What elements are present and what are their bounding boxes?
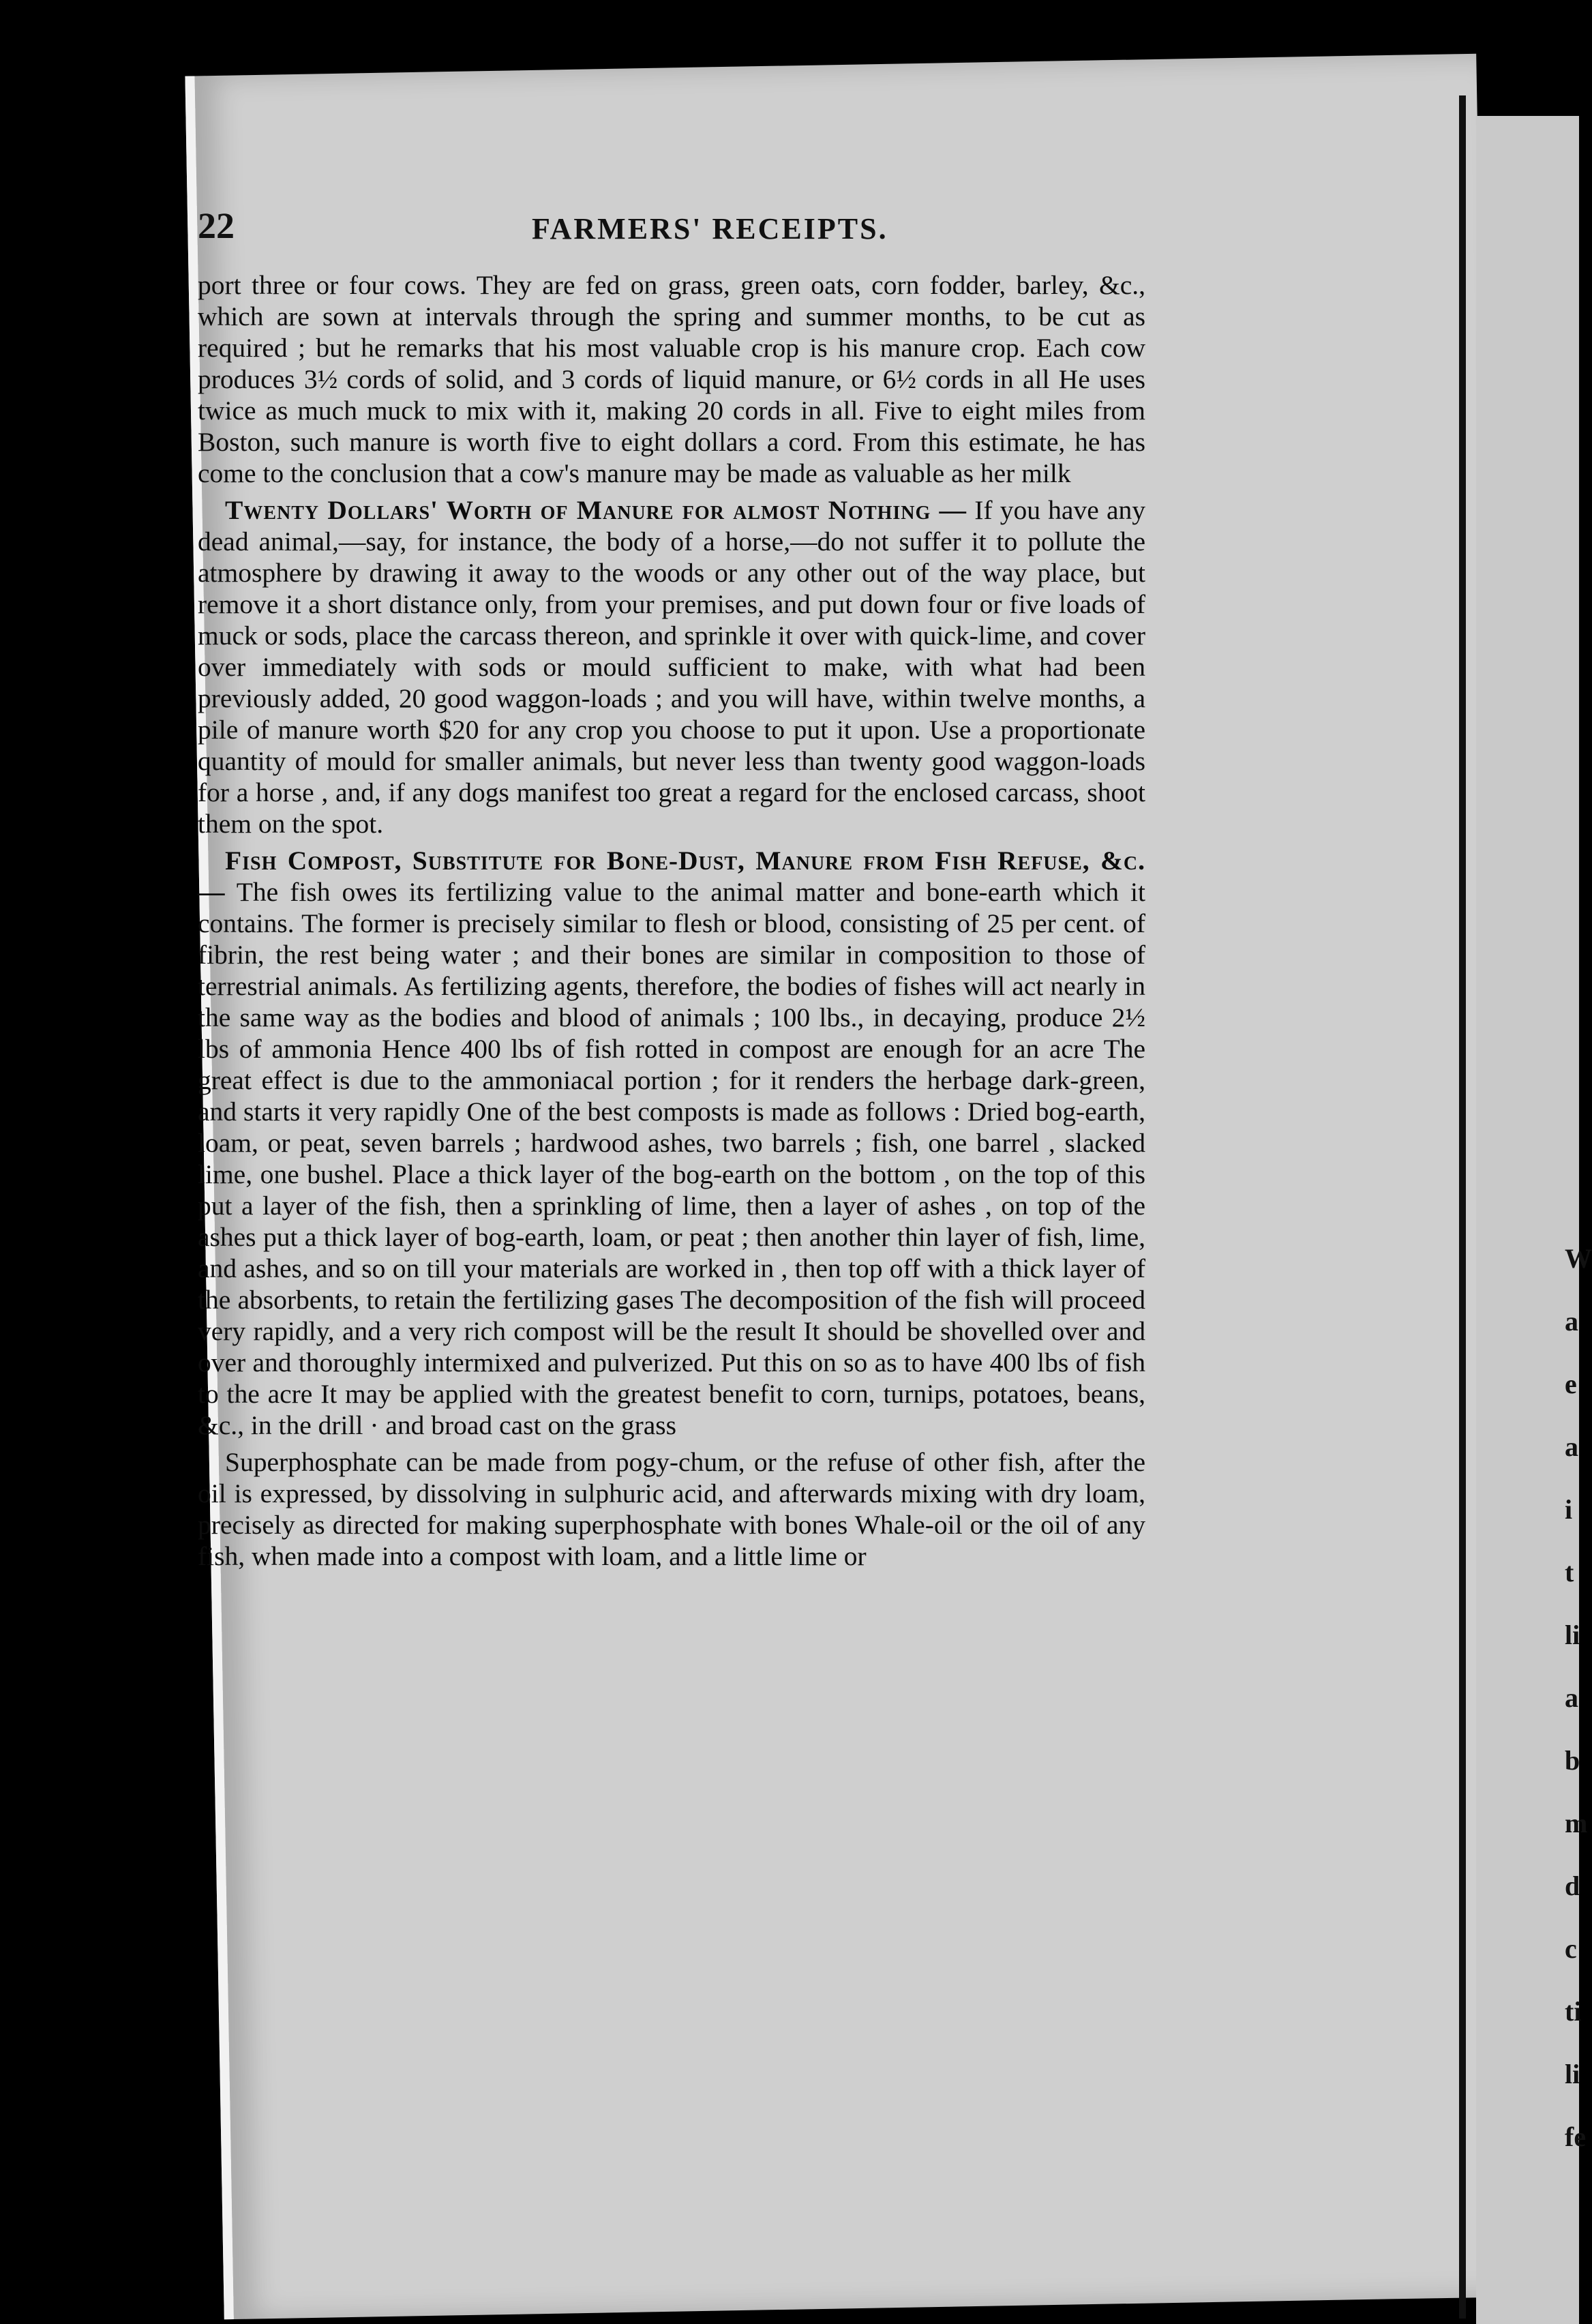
section-heading-fish-compost: Fish Compost, Substitute for Bone-Dust, Manure from Fish Refuse, &c. — xyxy=(198,846,1145,907)
running-title: FARMERS' RECEIPTS. xyxy=(532,212,888,245)
page-gutter xyxy=(1459,95,1466,2319)
body-text xyxy=(198,269,1145,1577)
facing-page-fragment: m xyxy=(1565,1808,1588,1838)
facing-page-fragment: ti xyxy=(1565,1996,1582,2027)
page-number: 22 xyxy=(198,205,235,246)
facing-page-fragment: a xyxy=(1565,1306,1578,1337)
facing-page xyxy=(1476,116,1579,2324)
facing-page-fragment: i xyxy=(1565,1494,1573,1525)
facing-page-fragment: b xyxy=(1565,1745,1580,1776)
facing-page-fragment: a xyxy=(1565,1682,1578,1713)
facing-page-fragment: li xyxy=(1565,1620,1580,1650)
paragraph-2-text: If you have any dead animal,—say, for instance, the body of a horse,—do not suffer it to pollute the atmosphere by drawing it away to the woods or any other out of the way place, but remove it a short distance only, from your premises, and put down four or five loads of muck or sods, place the carcass thereon, and sprinkle it over with quick-lime, and cover over immediately with sods or mould sufficient to make, with what had been previously added, 20 good waggon-loads ; and you will have, within twelve months, a pile of manure worth $20 for any crop you choose to put it upon. Use a proportionate quantity of mould for smaller animals, but never less than twenty good waggon-loads for a horse , and, if any dogs manifest too great a regard for the enclosed carcass, shoot them on the spot. xyxy=(198,495,1145,839)
facing-page-fragment: t xyxy=(1565,1557,1574,1588)
page-header xyxy=(198,205,1139,266)
paragraph-2 xyxy=(198,494,1145,839)
paragraph-4: Superphosphate can be made from pogy-chum, or the refuse of other fish, after the oil is expressed, by dissolving in sulphuric acid, and afterwards mixing with dry loam, precisely as directed for making superphosphate with bones Whale-oil or the oil of any fish, when made into a compost with loam, and a little lime or xyxy=(198,1447,1145,1571)
facing-page-fragment: a xyxy=(1565,1431,1578,1462)
facing-page-fragment: d xyxy=(1565,1871,1580,1901)
facing-page-fragment: li xyxy=(1565,2059,1580,2089)
facing-page-text xyxy=(1565,1227,1592,2169)
facing-page-fragment: e xyxy=(1565,1369,1577,1399)
section-heading-manure: Twenty Dollars' Worth of Manure for almost Nothing — xyxy=(225,495,967,525)
paragraph-3-text: The fish owes its fertilizing value to the animal matter and bone-earth which it contains. The former is precisely similar to flesh or blood, consisting of 25 per cent. of fibrin, the rest being water ; and their bones are similar in composition to those of terrestrial animals. As fertilizing agents, therefore, the bodies of fishes will act nearly in the same way as the bodies and blood of animals ; 100 lbs., in decaying, produce 2½ lbs of ammonia Hence 400 lbs of fish rotted in compost are enough for an acre The great effect is due to the ammoniacal portion ; for it renders the herbage dark-green, and starts it very rapidly One of the best composts is made as follows : Dried bog-earth, loam, or peat, seven barrels ; hardwood ashes, two barrels ; fish, one barrel , slacked lime, one bushel. Place a thick layer of the bog-earth on the bottom , on the top of this put a layer of the fish, then a sprinkling of lime, then a layer of ashes , on top of the ashes put a thick layer of bog-earth, loam, or peat ; then another thin layer of fish, lime, and ashes, and so on till your materials are worked in , then top off with a thick layer of the absorbents, to retain the fertilizing gases The decomposition of the fish will proceed very rapidly, and a very rich compost will be the result It should be shovelled over and over and thoroughly intermixed and pulverized. Put this on so as to have 400 lbs of fish to the acre It may be applied with the greatest benefit to corn, turnips, potatoes, beans, &c., in the drill · and broad cast on the grass xyxy=(198,877,1145,1440)
paragraph-3 xyxy=(198,845,1145,1441)
paragraph-1: port three or four cows. They are fed on grass, green oats, corn fodder, barley, &c., which are sown at intervals through the spring and summer months, to be cut as required ; but he remarks that his most valuable crop is his manure crop. Each cow produces 3½ cords of solid, and 3 cords of liquid manure, or 6½ cords in all He uses twice as much muck to mix with it, making 20 cords in all. Five to eight miles from Boston, such manure is worth five to eight dollars a cord. From this estimate, he has come to the conclusion that a cow's manure may be made as valuable as her milk xyxy=(198,270,1145,488)
facing-page-fragment: W xyxy=(1565,1243,1592,1274)
facing-page-fragment: fe xyxy=(1565,2121,1587,2152)
facing-page-fragment: c xyxy=(1565,1933,1577,1964)
